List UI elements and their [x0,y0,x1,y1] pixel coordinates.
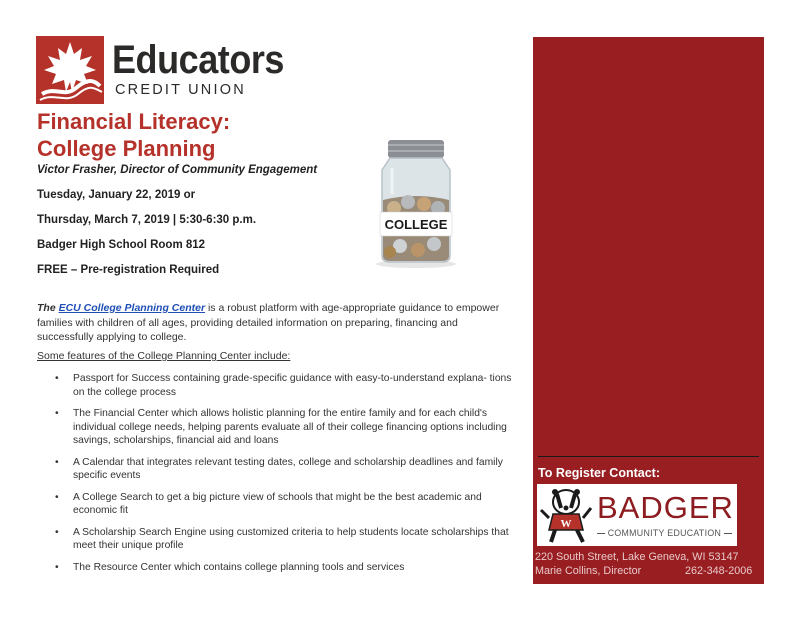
badger-logo [537,484,737,546]
list-item: • A Scholarship Search Engine using customized criteria to help students locate scholarships that meet their unique profile [55,526,509,551]
bullet-icon: • [55,526,59,538]
list-item: • Passport for Success containing grade-specific guidance with easy-to-understand explana- tions on the college process [55,373,512,398]
bullet-icon: • [55,561,59,573]
educators-logo [36,36,284,106]
features-list [55,372,525,582]
badger-subtitle: COMMUNITY EDUCATION [597,528,732,538]
list-item: • A Calendar that integrates relevant testing dates, college and scholarship deadlines and family specific events [55,456,503,481]
contact-name: Marie Collins, Director [535,565,642,577]
register-panel [533,37,764,584]
description [37,301,512,345]
presenter: Victor Frasher, Director of Community Engagement [37,164,318,176]
list-item: • The Resource Center which contains college planning tools and services [55,561,405,573]
contact-phone: 262-348-2006 [685,565,753,577]
title-line-2: College Planning [37,136,216,161]
event-date-1: Tuesday, January 22, 2019 or [37,189,196,201]
badger-wordmark: BADGER [597,490,734,525]
bullet-icon: • [55,491,59,503]
coin-jar-image [370,138,462,270]
college-planning-center-link[interactable]: ECU College Planning Center [58,302,206,314]
list-item: • The Financial Center which allows holistic planning for the entire family and for each child's individual college needs, helping parents evaluate all of their college financing options including savings, scholarships, financial aid and loans [55,408,507,446]
badger-mascot-icon [539,486,593,544]
register-heading: To Register Contact: [538,466,660,480]
contact-address: 220 South Street, Lake Geneva, WI 53147 [535,551,739,563]
jar-label: COLLEGE [384,217,448,232]
list-item: • A College Search to get a big picture view of schools that might be the best academic and economic fit [55,491,482,516]
bullet-icon: • [55,373,59,384]
event-location: Badger High School Room 812 [37,239,206,251]
logo-name: Educators [112,38,284,82]
bullet-icon: • [55,456,59,468]
page-title [37,108,230,162]
event-cost: FREE – Pre-registration Required [37,264,220,276]
event-date-2: Thursday, March 7, 2019 | 5:30-6:30 p.m. [37,214,257,226]
panel-divider [538,456,759,457]
maple-leaf-logo-icon [36,36,104,104]
title-line-1: Financial Literacy: [37,109,231,134]
logo-subtitle: CREDIT UNION [115,82,246,98]
bullet-icon: • [55,408,59,419]
description-body: is a robust platform with age-appropriate guidance to empower families with children of all ages, providing detailed information on preparing, financing and successfully applying to college. [37,302,500,343]
svg-text:W: W [560,518,572,530]
features-heading: Some features of the College Planning Center include: [37,350,291,362]
description-lead: The [37,302,56,314]
